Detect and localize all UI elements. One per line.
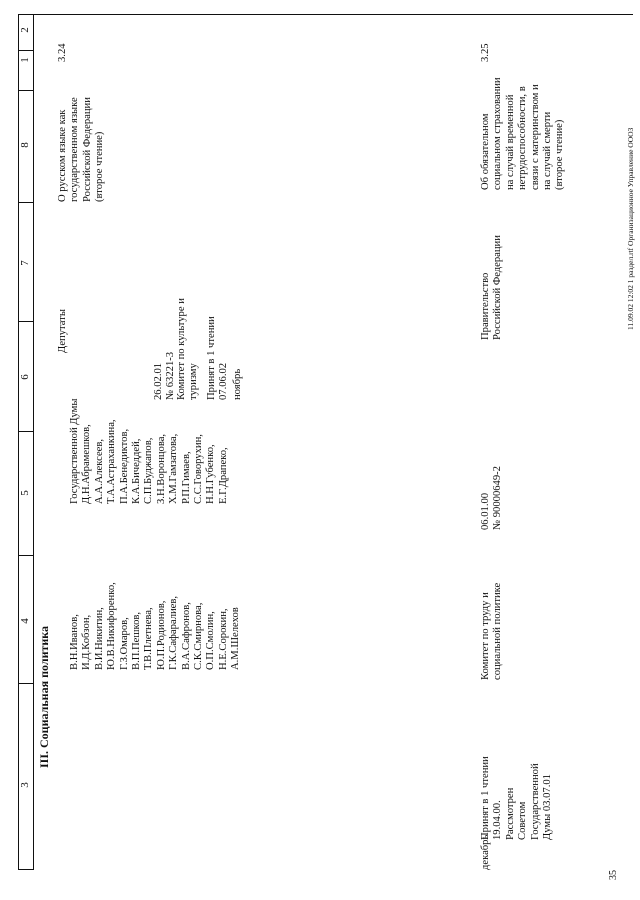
col-number-3: 3 — [19, 782, 31, 788]
col-number-8: 8 — [19, 142, 31, 148]
row-status: Принят в 1 чтении 07.06.02 — [206, 316, 230, 400]
col-number-5: 5 — [19, 490, 31, 496]
col-number-1: 1 — [19, 57, 31, 63]
row-number: 3.25 — [480, 43, 491, 62]
row-number: 3.24 — [57, 43, 68, 62]
row-title: О русском языке как государственном языке Российской Федерации (второе чтение) — [57, 97, 106, 202]
row-initiator: Депутаты — [57, 309, 68, 353]
row-month: ноябрь — [232, 368, 243, 400]
row-committee: Комитет по культуре и туризму — [176, 298, 200, 400]
page-number: 35 — [608, 870, 619, 880]
col-number-4: 4 — [19, 618, 31, 624]
print-footer: 11.09.02 12:02 1 раздел.rtf Организационное Управление ООО3 — [626, 127, 635, 330]
row-initiator-list: Государственной Думы Д.Н.Абрамешков, А.А.Алексеев, Т.А.Астраханкина, П.А.Бенедиктов, К.А.Бичеддей, С.П.Буджапов, З.Н.Воронцова, Х.М.Гамзатова, Р.П.Гимаев, С.С.Говорухин, Н.Н.Губенко, Е.Г.Драпеко, — [69, 398, 229, 504]
col-number-2: 2 — [19, 27, 31, 33]
section-title: III. Социальная политика — [37, 625, 51, 768]
col-number-6: 6 — [19, 374, 31, 380]
row-month: декабрь — [480, 834, 491, 870]
row-status: Принят в 1 чтении 19.04.00. Рассмотрен Советом Государственной Думы 03.07.01 — [480, 756, 554, 840]
row-initiator: Правительство Российской Федерации — [480, 235, 504, 340]
row-committee: Комитет по труду и социальной политике — [480, 582, 504, 680]
row-date-number: 26.02.01 № 63221-3 — [153, 351, 177, 400]
row-title: Об обязательном социальном страховании на случай временной нетрудоспособности, в связи с материнством и на случай смерти (второе чтение) — [480, 77, 566, 190]
row-date-number: 06.01.00 № 90000649-2 — [480, 466, 504, 530]
row-initiator-list-2: В.Н.Иванов, И.Д.Кобзон, В.И.Никитин, Ю.В.Никифоренко, Г.З.Омаров, В.П.Пешков, Т.В.Плетнева, Ю.П.Родионов, Г.К.Сафаралиев, В.А.Сафронов, С.К.Смирнова, О.П.Смолин, Н.Е.Сорокин, А.М.Шелехов — [69, 582, 242, 670]
col-number-7: 7 — [19, 260, 31, 266]
